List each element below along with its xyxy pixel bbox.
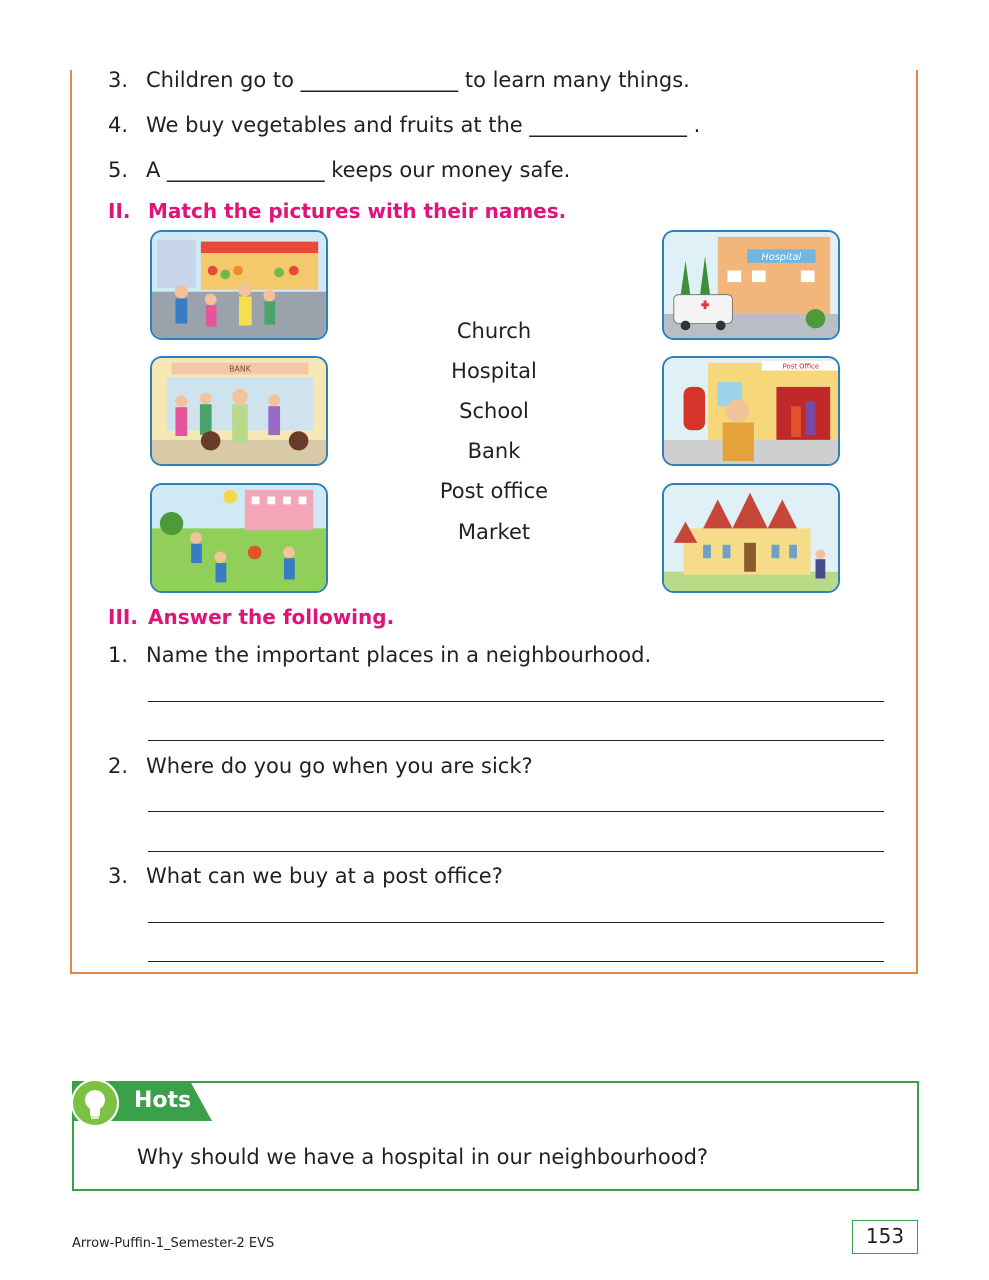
item-number: 3. bbox=[108, 68, 129, 92]
item-text: A _______________ keeps our money safe. bbox=[146, 158, 571, 182]
match-word: Bank bbox=[467, 439, 521, 463]
match-word: School bbox=[459, 399, 529, 423]
answer-line bbox=[148, 961, 884, 962]
answer-line bbox=[148, 851, 884, 852]
match-word: Church bbox=[456, 319, 532, 343]
post-office-sign: Post Office bbox=[782, 362, 820, 371]
question-number: 1. bbox=[108, 643, 129, 667]
section-heading-answer bbox=[108, 604, 394, 630]
bank-sign: BANK bbox=[229, 364, 251, 374]
hospital-picture bbox=[662, 230, 840, 340]
section-title: Match the pictures with their names. bbox=[148, 199, 567, 223]
question-text: What can we buy at a post office? bbox=[146, 864, 503, 888]
question-text: Name the important places in a neighbourhood. bbox=[146, 643, 652, 667]
question-item bbox=[108, 753, 533, 779]
footer-book-title: Arrow-Puffin-1_Semester-2 EVS bbox=[72, 1236, 275, 1251]
hots-question: Why should we have a hospital in our neighbourhood? bbox=[137, 1145, 709, 1169]
section-number: III. bbox=[108, 605, 138, 629]
item-text: We buy vegetables and fruits at the _______________ . bbox=[146, 113, 701, 137]
post-office-picture bbox=[662, 356, 840, 466]
fill-blank-item bbox=[108, 112, 700, 138]
question-item bbox=[108, 863, 503, 889]
answer-line bbox=[148, 811, 884, 812]
item-number: 5. bbox=[108, 158, 129, 182]
section-number: II. bbox=[108, 199, 131, 223]
market-picture bbox=[150, 230, 328, 340]
school-picture bbox=[150, 483, 328, 593]
section-heading-match bbox=[108, 198, 566, 224]
lightbulb-icon bbox=[70, 1078, 120, 1128]
answer-line bbox=[148, 701, 884, 702]
hots-label: Hots bbox=[134, 1088, 192, 1113]
section-title: Answer the following. bbox=[148, 605, 395, 629]
match-word: Market bbox=[457, 520, 531, 544]
item-number: 4. bbox=[108, 113, 129, 137]
answer-line bbox=[148, 922, 884, 923]
match-word: Hospital bbox=[451, 359, 537, 383]
question-text: Where do you go when you are sick? bbox=[146, 754, 533, 778]
match-word: Post office bbox=[439, 479, 549, 503]
answer-line bbox=[148, 740, 884, 741]
hospital-sign: Hospital bbox=[761, 252, 802, 263]
church-picture bbox=[662, 483, 840, 593]
bank-picture bbox=[150, 356, 328, 466]
question-number: 2. bbox=[108, 754, 129, 778]
page-number: 153 bbox=[852, 1220, 918, 1254]
item-text: Children go to _______________ to learn many things. bbox=[146, 68, 690, 92]
question-number: 3. bbox=[108, 864, 129, 888]
fill-blank-item bbox=[108, 157, 570, 183]
fill-blank-item bbox=[108, 67, 690, 93]
question-item bbox=[108, 642, 651, 668]
